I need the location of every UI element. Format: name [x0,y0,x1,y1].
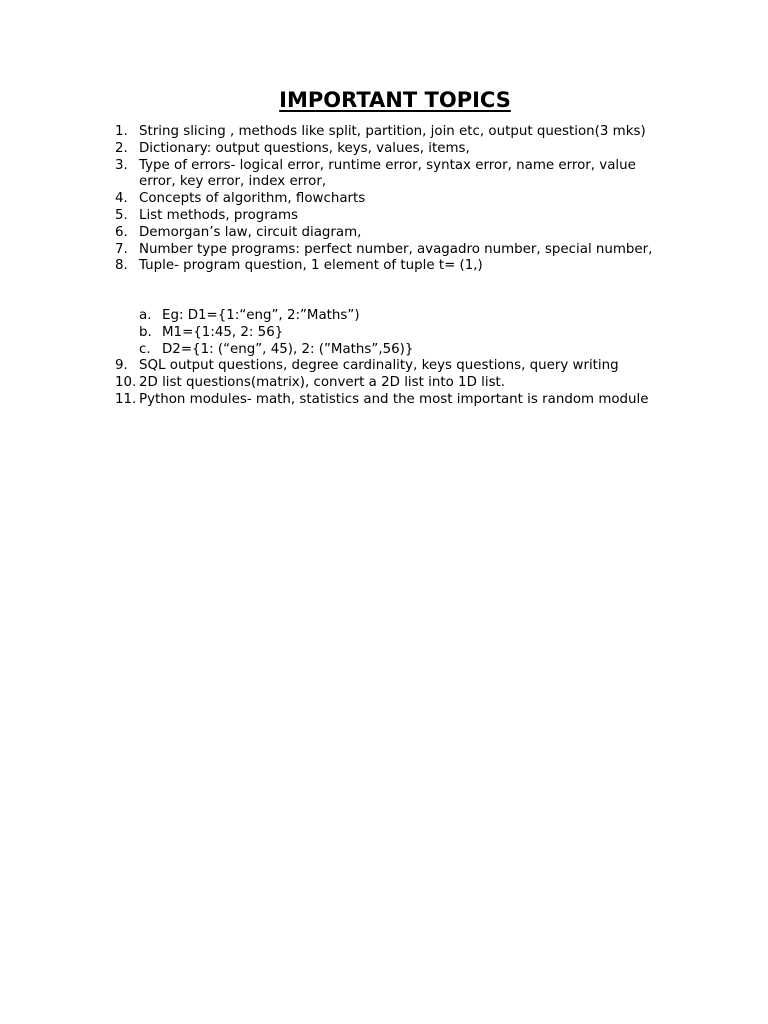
list-item-text: Dictionary: output questions, keys, values, items, [139,140,470,156]
list-number: 7. [115,241,128,257]
list-item [115,158,675,192]
list-item [115,375,675,392]
sublist-letter: b. [139,324,152,340]
sublist-item-text: Eg: D1={1:“eng”, 2:”Maths”) [162,308,360,323]
list-item [115,392,675,409]
sublist-letter: c. [139,341,151,357]
list-item-text: String slicing , methods like split, partition, join etc, output question(3 mks) [139,124,646,139]
list-item-text: Tuple- program question, 1 element of tuple t= (1,) [139,258,483,274]
list-number: 11. [115,391,137,407]
list-item [115,124,675,141]
list-item-text: Type of errors- logical error, runtime error, syntax error, name error, value error, key error, index error, [139,157,636,190]
list-number: 1. [115,124,128,139]
list-item [115,358,675,375]
page-title: IMPORTANT TOPICS [279,88,511,112]
list-item-text: Concepts of algorithm, flowcharts [139,191,366,207]
sublist-item-text: M1={1:45, 2: 56} [162,324,284,340]
list-number: 4. [115,191,128,207]
list-number: 2. [115,140,128,156]
sublist-letter: a. [139,308,152,323]
list-item-text: SQL output questions, degree cardinality, keys questions, query writing [139,358,619,373]
list-number: 5. [115,207,128,223]
tuple-example-sublist [115,308,675,358]
list-item [115,141,675,158]
list-item [115,191,675,208]
topics-list [115,124,675,275]
sublist-item [115,308,675,325]
list-item-text: Python modules- math, statistics and the most important is random module [139,391,649,407]
sublist-item [115,342,675,359]
list-item [115,258,675,275]
list-item-text: Demorgan’s law, circuit diagram, [139,224,362,240]
sublist-item [115,325,675,342]
list-item [115,225,675,242]
list-item [115,208,675,225]
list-number: 10. [115,374,137,390]
list-item [115,242,675,259]
list-item-text: List methods, programs [139,207,299,223]
sublist-item-text: D2={1: (“eng”, 45), 2: (”Maths”,56)} [162,341,414,357]
topics-list-continued [115,358,675,408]
list-number: 9. [115,358,128,373]
list-number: 8. [115,258,128,274]
list-number: 6. [115,224,128,240]
list-number: 3. [115,157,128,173]
list-item-text: 2D list questions(matrix), convert a 2D list into 1D list. [139,374,506,390]
list-item-text: Number type programs: perfect number, avagadro number, special number, [139,241,653,257]
